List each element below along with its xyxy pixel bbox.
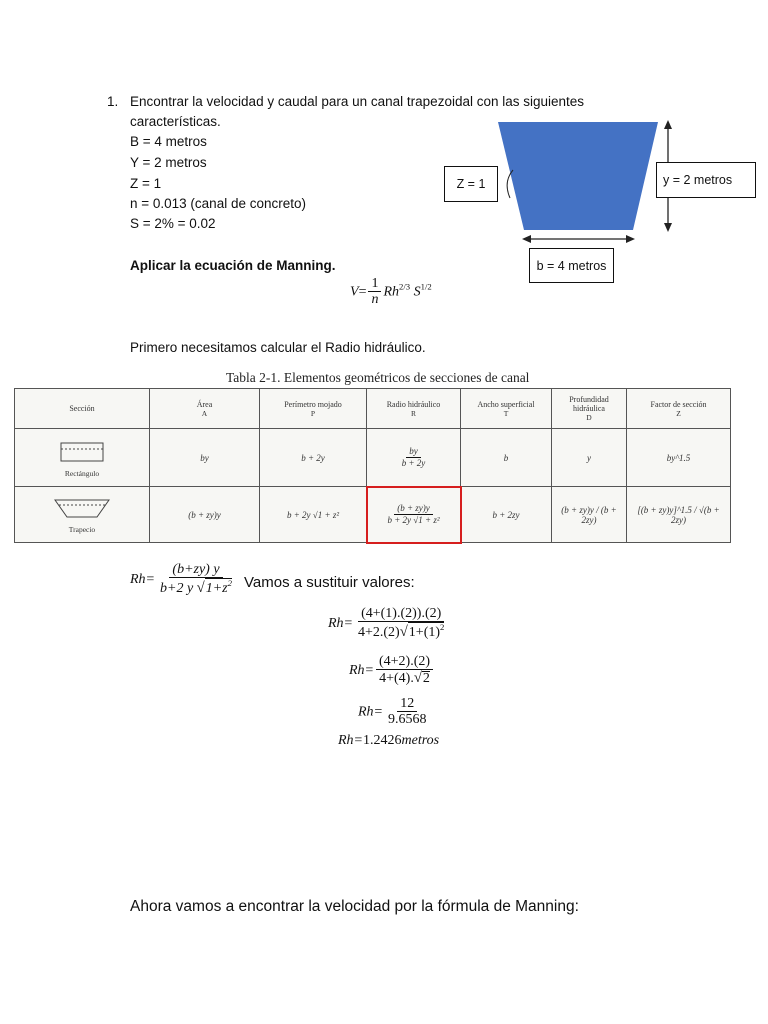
z-label-box: Z = 1 — [444, 166, 498, 202]
rect-depth: y — [552, 429, 627, 487]
given-b: B = 4 metros — [130, 134, 207, 149]
rh-result — [338, 733, 439, 749]
rh-step-1 — [328, 606, 449, 642]
col-header-depth: Profundidad hidráulica D — [552, 389, 627, 429]
trap-width: b + 2zy — [461, 487, 552, 543]
step3-numerator: 12 — [397, 696, 417, 712]
col-header-section: Sección — [15, 389, 150, 429]
step2-lhs: Rh= — [349, 662, 374, 678]
trap-factor: [(b + zy)y]^1.5 / √(b + 2zy) — [627, 487, 731, 543]
col-header-radius: Radio hidráulico R — [367, 389, 461, 429]
radius-intro: Primero necesitamos calcular el Radio hidráulico. — [130, 340, 426, 355]
manning-s: S — [413, 284, 421, 300]
trap-perimeter: b + 2y √1 + z² — [260, 487, 367, 543]
result-lhs: Rh= — [338, 733, 363, 748]
step2-numerator: (4+2).(2) — [376, 654, 433, 670]
y-label-box: y = 2 metros — [656, 162, 756, 198]
given-y: Y = 2 metros — [130, 155, 207, 170]
step1-lhs: Rh= — [328, 615, 353, 631]
given-z: Z = 1 — [130, 176, 162, 191]
rect-width: b — [461, 429, 552, 487]
manning-heading: Aplicar la ecuación de Manning. — [130, 258, 336, 273]
col-header-area: Área A — [150, 389, 260, 429]
given-s: S = 2% = 0.02 — [130, 216, 216, 231]
manning-rh-exp: 2/3 — [399, 281, 411, 292]
problem-number: 1. — [107, 94, 119, 109]
depth-arrow-top-head — [664, 120, 672, 129]
base-arrow-left-head — [522, 235, 531, 243]
trap-area: (b + zy)y — [150, 487, 260, 543]
manning-lhs: V — [350, 284, 359, 300]
step1-numerator: (4+(1).(2)).(2) — [358, 606, 444, 622]
manning-rh: Rh — [383, 284, 400, 300]
substitute-note: Vamos a sustituir valores: — [244, 574, 415, 591]
step3-denominator: 9.6568 — [388, 712, 427, 728]
manning-s-exp: 1/2 — [420, 281, 432, 292]
step1-denominator: $4+2.(2)√1+(1)^2$ — [358, 622, 445, 641]
geometry-table — [14, 388, 731, 543]
table-row — [15, 429, 731, 487]
rh-numerator: (b+zy) y — [169, 562, 222, 578]
geometry-table-scan — [14, 388, 730, 542]
col-header-perimeter: Perímetro mojado P — [260, 389, 367, 429]
col-header-factor: Factor de sección Z — [627, 389, 731, 429]
depth-arrow-bottom-head — [664, 223, 672, 232]
rect-perimeter: b + 2y — [260, 429, 367, 487]
table-row — [15, 487, 731, 543]
table-header-row — [15, 389, 731, 429]
step3-lhs: Rh= — [358, 704, 383, 720]
rect-area: by — [150, 429, 260, 487]
base-arrow-right-head — [626, 235, 635, 243]
rect-factor: by^1.5 — [627, 429, 731, 487]
rh-step-3 — [358, 696, 432, 728]
manning-coef-den: n — [371, 292, 379, 308]
rectangle-section-icon — [47, 437, 117, 467]
table-title: Tabla 2-1. Elementos geométricos de secciones de canal — [226, 370, 530, 385]
rh-step-2 — [349, 654, 435, 687]
rect-radius: $\frac{by}{b + 2y}$ — [367, 429, 461, 487]
channel-section-shape — [498, 122, 658, 230]
trap-radius-highlighted: $\frac{(b + zy)y}{\text{b + 2y √1 + z²}}$ — [367, 487, 461, 543]
trapezoid-section-icon — [47, 495, 117, 523]
result-unit: metros — [401, 733, 440, 748]
section-trapezoid-cell: Trapecio — [15, 487, 150, 543]
problem-intro-line1: Encontrar la velocidad y caudal para un canal trapezoidal con las siguientes — [130, 94, 585, 109]
closing-text: Ahora vamos a encontrar la velocidad por la fórmula de Manning: — [130, 898, 579, 915]
col-header-width: Ancho superficial T — [461, 389, 552, 429]
rh-denominator: b+2 y $√1+z^2$ — [160, 578, 232, 597]
section-rectangle-cell: Rectángulo — [15, 429, 150, 487]
trap-depth: (b + zy)y / (b + 2zy) — [552, 487, 627, 543]
rh-lhs: Rh= — [130, 571, 155, 587]
result-value: 1.2426 — [363, 733, 402, 748]
step2-denominator: 4+(4).√2 — [379, 670, 430, 687]
problem-intro-line2: características. — [130, 114, 221, 129]
manning-equation: V= $\frac{1}{n}$ $Rh^{2/3}$ $S^{1/2}$ — [350, 276, 432, 308]
manning-coef-num: 1 — [368, 276, 381, 292]
b-label-box: b = 4 metros — [529, 248, 614, 283]
given-n: n = 0.013 (canal de concreto) — [130, 196, 306, 211]
rh-general-formula — [130, 562, 237, 598]
